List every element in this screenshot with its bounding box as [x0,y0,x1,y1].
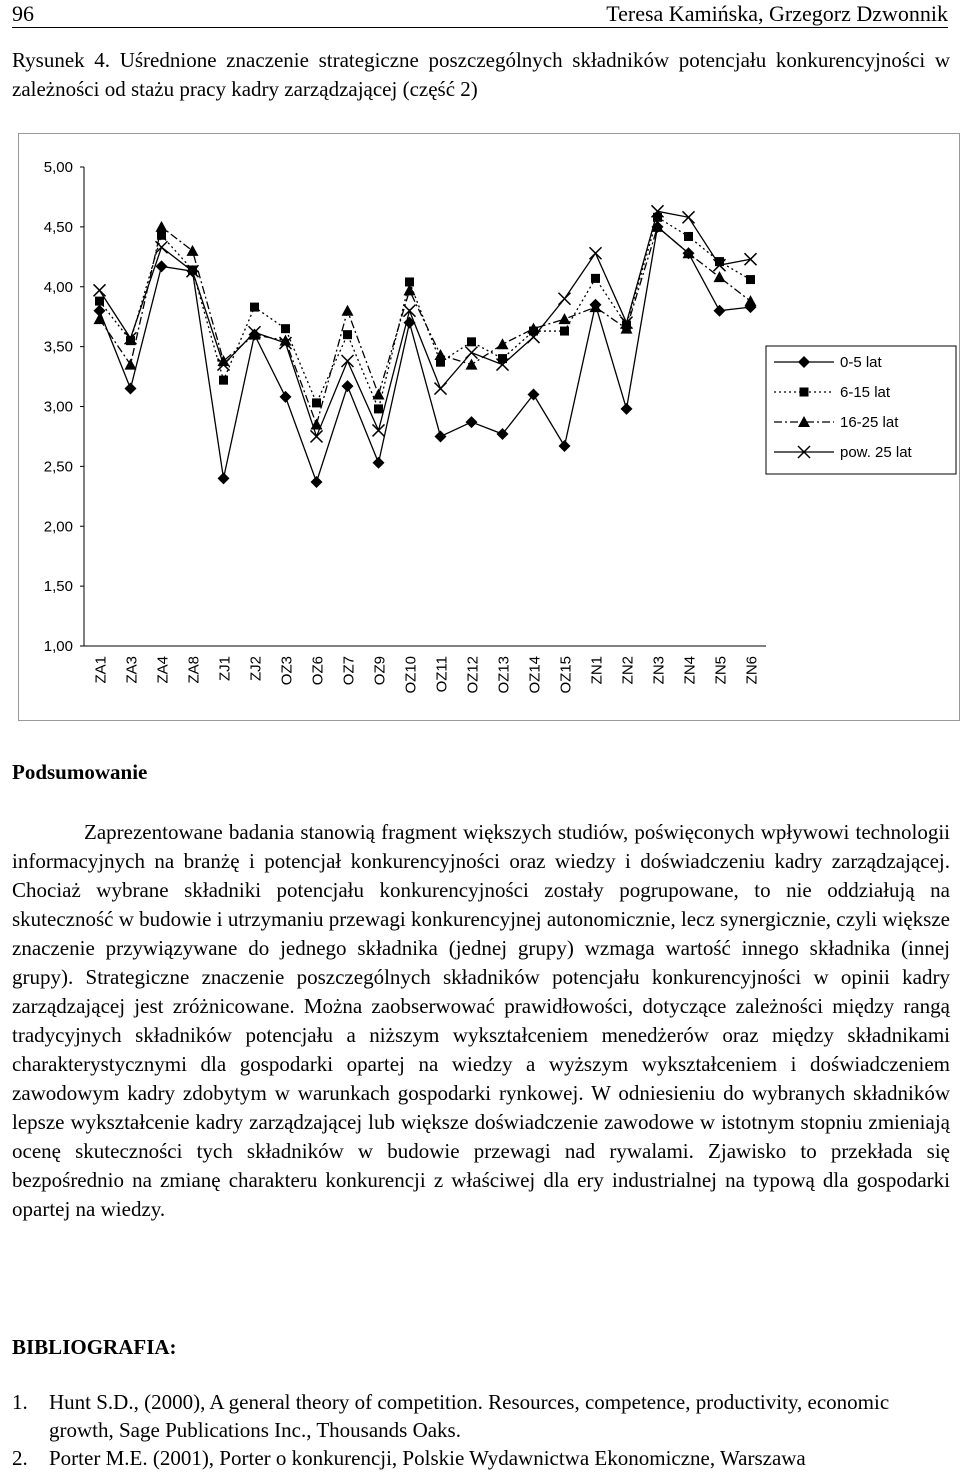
data-point-series-1 [435,430,447,442]
data-point-series-3 [125,359,137,370]
data-point-series-4 [745,253,757,265]
data-point-series-3 [466,359,478,370]
data-point-series-3 [94,313,106,324]
data-point-series-4 [559,293,571,305]
data-point-series-2 [591,274,600,283]
y-tick-label: 3,50 [43,338,73,356]
y-tick-label: 1,50 [43,578,73,596]
data-point-series-4 [342,355,354,367]
x-tick-label: ZN4 [681,656,699,685]
x-tick-label: ZA8 [185,656,203,684]
series-line-1 [100,227,751,482]
data-point-series-4 [404,305,416,317]
chart-frame [18,133,960,721]
data-point-series-3 [187,245,199,256]
x-tick-label: OZ15 [557,656,575,694]
data-point-series-4 [466,347,478,359]
y-tick-label: 2,50 [43,458,73,476]
data-point-series-1 [559,440,571,452]
data-point-series-1 [342,380,354,392]
data-point-series-4 [590,247,602,259]
summary-paragraph [12,818,950,1224]
summary-heading: Podsumowanie [12,760,148,784]
data-point-series-1 [311,476,323,488]
y-tick-label: 4,50 [43,218,73,236]
data-point-series-4 [156,241,168,253]
x-tick-label: OZ12 [464,656,482,694]
data-point-series-3 [156,221,168,232]
running-header [12,0,948,28]
data-point-series-3 [559,313,571,324]
legend-label: pow. 25 lat [840,444,912,461]
x-tick-label: ZA3 [123,656,141,684]
data-point-series-2 [746,275,755,284]
data-point-series-1 [466,416,478,428]
x-tick-label: OZ3 [278,656,296,686]
x-tick-label: ZA4 [154,656,172,684]
data-point-series-1 [528,389,540,401]
data-point-series-1 [373,457,385,469]
x-tick-label: ZN2 [619,656,637,685]
x-tick-label: OZ6 [309,656,327,686]
data-point-series-2 [95,297,104,306]
figure-caption: Rysunek 4. Uśrednione znaczenie strategiczne poszczególnych składników potencjału konkurencyjności w zależności od stażu pracy kadry zarządzającej (część 2) [12,48,950,101]
running-header-authors: Teresa Kamińska, Grzegorz Dzwonnik [606,1,948,26]
y-tick-label: 2,00 [43,518,73,536]
data-point-series-1 [714,305,726,317]
bibliography-text: Hunt S.D., (2000), A general theory of competition. Resources, competence, productivity, economic growth, Sage Publications Inc., Thousands Oaks. [49,1390,890,1442]
data-point-series-4 [435,383,447,395]
x-tick-label: ZJ2 [247,656,265,682]
data-point-series-1 [218,472,230,484]
data-point-series-3 [497,338,509,349]
data-point-series-1 [621,403,633,415]
y-tick-label: 5,00 [43,159,73,176]
x-tick-label: OZ14 [526,656,544,694]
page-number: 96 [12,1,34,26]
data-point-series-2 [560,327,569,336]
x-tick-label: ZN6 [743,656,761,685]
data-point-series-1 [125,383,137,395]
data-point-series-4 [373,424,385,436]
legend-label: 0-5 lat [840,354,882,371]
bibliography-number: 1. [12,1390,28,1414]
line-chart [18,133,960,721]
data-point-series-2 [374,404,383,413]
data-point-series-1 [497,428,509,440]
data-point-series-2 [312,398,321,407]
x-tick-label: OZ11 [433,656,451,693]
y-tick-label: 3,00 [43,398,73,416]
legend-label: 16-25 lat [840,414,899,431]
data-point-series-2 [250,303,259,312]
data-point-series-2 [281,324,290,333]
bibliography-number: 2. [12,1446,28,1470]
data-point-series-4 [311,430,323,442]
x-tick-label: ZA1 [92,656,110,684]
bibliography-heading: BIBLIOGRAFIA: [12,1335,177,1359]
data-point-series-1 [156,260,168,272]
y-tick-label: 4,00 [43,278,73,296]
x-tick-label: ZN5 [712,656,730,685]
y-tick-label: 1,00 [43,638,73,655]
data-point-series-3 [342,305,354,316]
bibliography-item [12,1444,950,1472]
x-tick-label: ZN1 [588,656,606,685]
data-point-series-3 [435,349,447,360]
x-tick-label: OZ10 [402,656,420,694]
data-point-series-3 [590,301,602,312]
x-tick-label: OZ7 [340,656,358,686]
data-point-series-3 [745,295,757,306]
x-tick-label: ZN3 [650,656,668,685]
data-point-series-2 [219,376,228,385]
data-point-series-2 [157,231,166,240]
summary-text: Zaprezentowane badania stanowią fragment większych studiów, poświęconych wpływowi technologii informacyjnych na branżę i potencjał konkurencyjności oraz wiedzy i doświadczeniu kadry zarządzającej. Chociaż wybrane składniki potencjału konkurencyjności zostały pogrupowane, to nie oddziałują na skuteczność w budowie i utrzymaniu przewagi konkurencyjnej autonomicznie, lecz synergicznie, czyli większe znaczenie przywiązywane do jednego składnika (jednej grupy) wzmaga wartość innego składnika (innej grupy). Strategiczne znaczenie poszczególnych składników potencjału konkurencyjności w opinii kadry zarządzającej jest zróżnicowane. Można zaobserwować prawidłowości, dotyczące zależności między rangą tradycyjnych składników potencjału a niższym wykształceniem menedżerów oraz między składnikami charakterystycznymi dla gospodarki opartej na wiedzy a wyższym wykształceniem i doświadczeniem zawodowym kadry zdobytym w warunkach gospodarki rynkowej. W odniesieniu do wybranych składników lepsze wykształcenie kadry zarządzającej lub większe doświadczenie zawodowe w istotnym stopniu zmieniają ocenę skuteczności tych składników w budowie przewagi nad rywalami. Zjawisko to przekłada się bezpośrednio na zmianę charakteru konkurencji z właściwej dla ery industrialnej na typową dla gospodarki opartej na wiedzy. [12,820,950,1221]
x-tick-label: OZ9 [371,656,389,686]
data-point-series-3 [714,271,726,282]
legend-label: 6-15 lat [840,384,891,401]
data-point-series-4 [683,211,695,223]
data-point-series-3 [373,389,385,400]
legend-marker [800,388,809,397]
data-point-series-2 [684,232,693,241]
bibliography-list [12,1388,950,1472]
bibliography-text: Porter M.E. (2001), Porter o konkurencji, Polskie Wydawnictwa Ekonomiczne, Warszawa [49,1446,806,1470]
x-tick-label: ZJ1 [216,656,234,682]
x-tick-label: OZ13 [495,656,513,694]
data-point-series-4 [94,284,106,296]
data-point-series-2 [343,330,352,339]
data-point-series-1 [280,391,292,403]
data-point-series-2 [467,337,476,346]
bibliography-item [12,1388,950,1444]
